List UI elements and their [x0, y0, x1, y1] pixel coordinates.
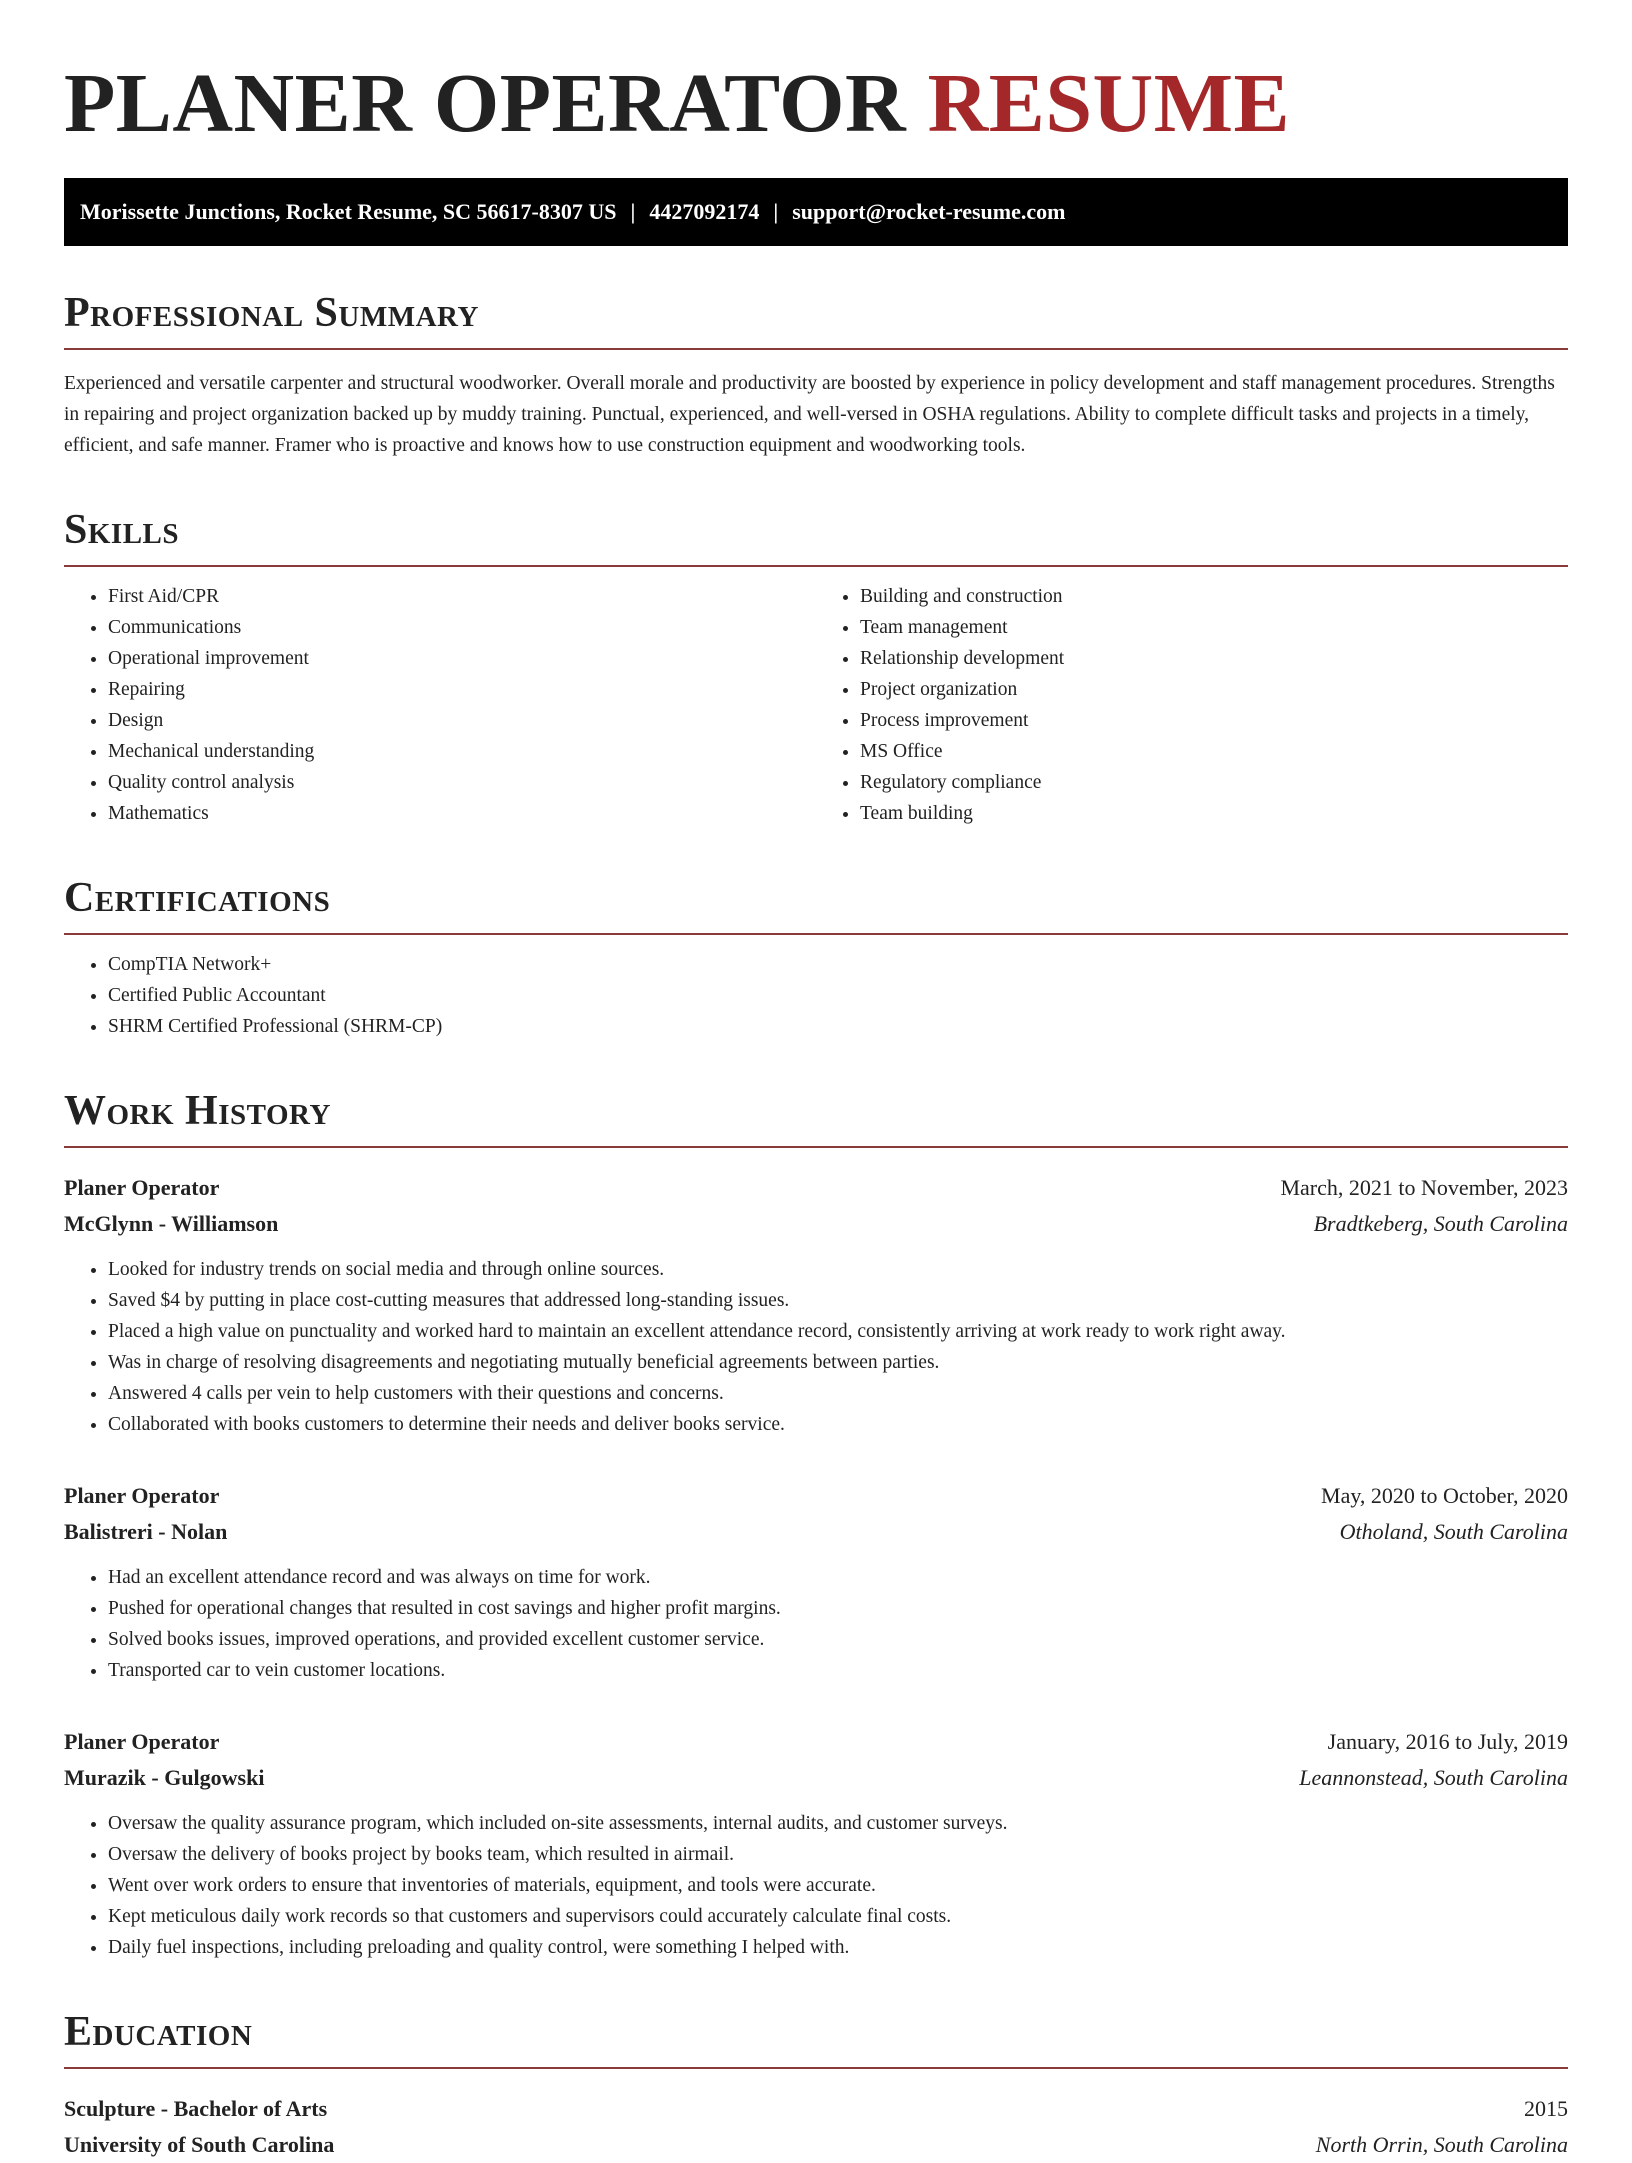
work-history-section	[64, 1086, 1568, 1963]
job-bullet: • Placed a high value on punctuality and worked hard to maintain an excellent attendance record, consistently arriving at work ready to work right away.	[108, 1316, 1568, 1347]
section-heading-skills: Skills	[64, 505, 1568, 567]
skills-section	[64, 505, 1568, 829]
resume-title	[64, 0, 1568, 152]
skills-grid	[64, 567, 1568, 829]
certification-item: • Certified Public Accountant	[108, 980, 1568, 1011]
skills-list-right	[816, 581, 1568, 829]
contact-separator: |	[773, 199, 779, 224]
job-bullet: • Answered 4 calls per vein to help customers with their questions and concerns.	[108, 1378, 1568, 1409]
job-bullet: • Collaborated with books customers to determine their needs and deliver books service.	[108, 1409, 1568, 1440]
education-school: University of South Carolina	[64, 2132, 335, 2157]
certification-item: • SHRM Certified Professional (SHRM-CP)	[108, 1011, 1568, 1042]
contact-address: Morissette Junctions, Rocket Resume, SC 56617-8307 US	[80, 199, 617, 224]
job-dates: March, 2021 to November, 2023	[1280, 1175, 1568, 1200]
job-entry	[64, 1170, 1568, 1440]
skill-item: • Process improvement	[860, 705, 1568, 736]
skill-item: • Project organization	[860, 674, 1568, 705]
job-entry	[64, 1724, 1568, 1963]
skill-item: • Quality control analysis	[108, 767, 816, 798]
professional-summary-section	[64, 288, 1568, 461]
job-bullet: • Had an excellent attendance record and was always on time for work.	[108, 1562, 1568, 1593]
job-location: Otholand, South Carolina	[1339, 1519, 1568, 1544]
job-company: Balistreri - Nolan	[64, 1519, 228, 1544]
skills-list-left	[64, 581, 816, 829]
section-heading-work-history: Work History	[64, 1086, 1568, 1148]
skill-item: • Team management	[860, 612, 1568, 643]
summary-text: Experienced and versatile carpenter and structural woodworker. Overall morale and productivity are boosted by experience in policy development and staff management procedures. Strengths in repairing and project organization backed up by muddy training. Punctual, experienced, and well-versed in OSHA regulations. Ability to complete difficult tasks and projects in a timely, efficient, and safe manner. Framer who is proactive and knows how to use construction equipment and woodworking tools.	[64, 373, 1555, 456]
skill-item: • Repairing	[108, 674, 816, 705]
job-location: Leannonstead, South Carolina	[1299, 1765, 1568, 1790]
education-year: 2015	[1524, 2096, 1568, 2121]
education-location: North Orrin, South Carolina	[1315, 2132, 1568, 2157]
skill-item: • Mathematics	[108, 798, 816, 829]
skill-item: • Team building	[860, 798, 1568, 829]
job-bullet: • Was in charge of resolving disagreements and negotiating mutually beneficial agreements between parties.	[108, 1347, 1568, 1378]
title-main: PLANER OPERATOR	[64, 57, 907, 150]
job-title: Planer Operator	[64, 1175, 220, 1200]
job-dates: May, 2020 to October, 2020	[1321, 1483, 1568, 1508]
job-entry	[64, 1478, 1568, 1686]
skill-item: • Design	[108, 705, 816, 736]
job-dates: January, 2016 to July, 2019	[1327, 1729, 1568, 1754]
skill-item: • Communications	[108, 612, 816, 643]
job-bullets	[64, 1562, 1568, 1686]
job-company: McGlynn - Williamson	[64, 1211, 279, 1236]
job-bullet: • Went over work orders to ensure that inventories of materials, equipment, and tools were accurate.	[108, 1870, 1568, 1901]
title-accent: RESUME	[927, 57, 1291, 150]
job-bullet: • Solved books issues, improved operations, and provided excellent customer service.	[108, 1624, 1568, 1655]
job-location: Bradtkeberg, South Carolina	[1313, 1211, 1568, 1236]
job-bullet: • Transported car to vein customer locations.	[108, 1655, 1568, 1686]
contact-bar	[64, 178, 1568, 246]
skill-item: • Operational improvement	[108, 643, 816, 674]
contact-phone: 4427092174	[649, 199, 760, 224]
skill-item: • Mechanical understanding	[108, 736, 816, 767]
job-title: Planer Operator	[64, 1483, 220, 1508]
job-bullet: • Oversaw the delivery of books project by books team, which resulted in airmail.	[108, 1839, 1568, 1870]
certifications-section	[64, 873, 1568, 1042]
job-bullets	[64, 1808, 1568, 1963]
section-heading-education: Education	[64, 2007, 1568, 2069]
job-bullet: • Saved $4 by putting in place cost-cutting measures that addressed long-standing issues.	[108, 1285, 1568, 1316]
certifications-list	[64, 949, 1568, 1042]
section-heading-certifications: Certifications	[64, 873, 1568, 935]
certification-item: • CompTIA Network+	[108, 949, 1568, 980]
skill-item: • Regulatory compliance	[860, 767, 1568, 798]
contact-email[interactable]: support@rocket-resume.com	[792, 199, 1066, 224]
section-heading-summary: Professional Summary	[64, 288, 1568, 350]
education-degree: Sculpture - Bachelor of Arts	[64, 2096, 328, 2121]
skill-item: • Building and construction	[860, 581, 1568, 612]
skill-item: • MS Office	[860, 736, 1568, 767]
skill-item: • First Aid/CPR	[108, 581, 816, 612]
job-bullet: • Pushed for operational changes that resulted in cost savings and higher profit margins.	[108, 1593, 1568, 1624]
job-company: Murazik - Gulgowski	[64, 1765, 265, 1790]
skill-item: • Relationship development	[860, 643, 1568, 674]
job-bullet: • Oversaw the quality assurance program, which included on-site assessments, internal audits, and customer surveys.	[108, 1808, 1568, 1839]
job-bullet: • Looked for industry trends on social media and through online sources.	[108, 1254, 1568, 1285]
job-bullets	[64, 1254, 1568, 1440]
job-bullet: • Kept meticulous daily work records so that customers and supervisors could accurately calculate final costs.	[108, 1901, 1568, 1932]
education-section	[64, 2007, 1568, 2163]
education-entry	[64, 2091, 1568, 2163]
job-bullet: • Daily fuel inspections, including preloading and quality control, were something I helped with.	[108, 1932, 1568, 1963]
job-title: Planer Operator	[64, 1729, 220, 1754]
contact-separator: |	[630, 199, 636, 224]
